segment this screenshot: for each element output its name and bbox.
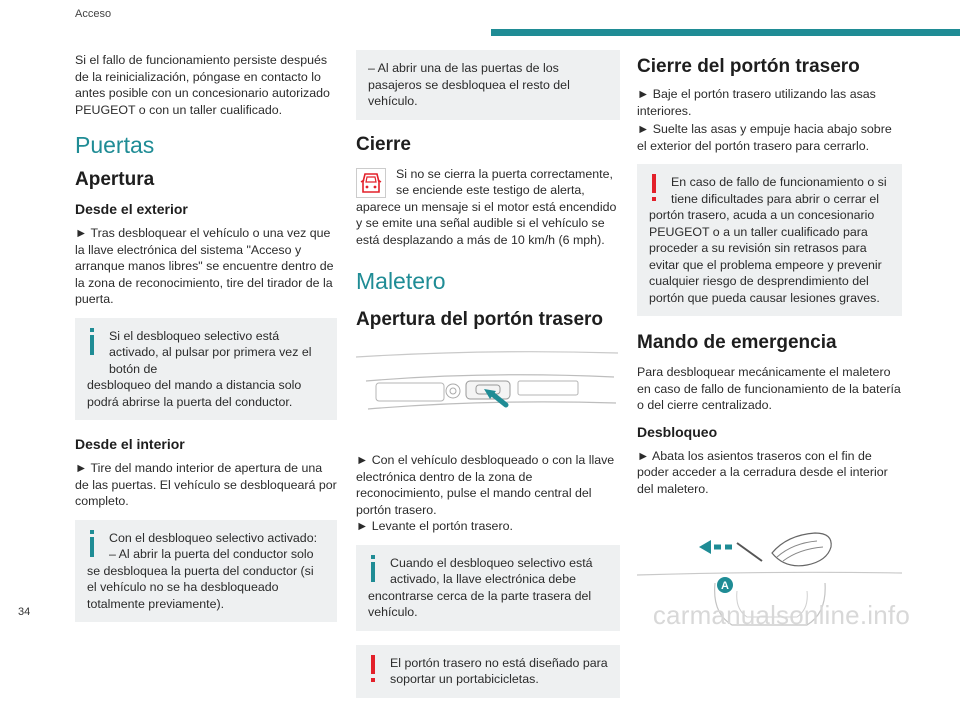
- warning-box-text: El portón trasero no está diseñado para soportar un portabicicletas.: [390, 655, 608, 686]
- header-accent-bar: [491, 29, 960, 36]
- info-icon: [368, 555, 382, 585]
- cierre-porton-paragraph-2: ► Suelte las asas y empuje hacia abajo sobre el exterior del portón trasero para cerrarlo.: [637, 122, 892, 153]
- heading-desde-exterior: Desde el exterior: [75, 201, 188, 217]
- heading-apertura-porton: Apertura del portón trasero: [356, 309, 604, 330]
- heading-mando-emergencia: Mando de emergencia: [637, 332, 837, 353]
- warning-box-tailgate-fault: [637, 164, 902, 316]
- heading-cierre-porton: Cierre del portón trasero: [637, 56, 860, 77]
- warning-icon: [649, 174, 663, 204]
- info-icon: [87, 328, 101, 358]
- porton-paragraph-1: ► Con el vehículo desbloqueado o con la llave electrónica dentro de la zona de reconocimiento, pulse el mando central del portón trasero.: [356, 453, 615, 517]
- heading-desbloqueo: Desbloqueo: [637, 423, 718, 440]
- warning-box-bike-rack: [356, 645, 620, 698]
- door-warning-row: [356, 166, 620, 199]
- info-box-text-first: Con el desbloqueo selectivo activado: – Al abrir la puerta del conductor solo: [109, 530, 318, 561]
- heading-desde-interior: Desde el interior: [75, 436, 185, 452]
- interior-paragraph: ► Tire del mando interior de apertura de una de las puertas. El vehículo se desbloqueará por completo.: [75, 461, 337, 508]
- info-box-text-first: Si el desbloqueo selectivo está activado, al pulsar por primera vez el botón de: [109, 328, 312, 376]
- cierre-text-first: Si no se cierra la puerta correctamente, se enciende este testigo de alerta,: [396, 166, 613, 197]
- door-open-warning-lamp-icon: [356, 168, 386, 198]
- porton-paragraph-2: ► Levante el portón trasero.: [356, 519, 513, 533]
- box-passenger-doors-text: – Al abrir una de las puertas de los pasajeros se desbloquea el resto del vehículo.: [368, 61, 570, 108]
- cierre-text-rest: aparece un mensaje si el motor está encendido y se emite una señal audible si el vehículo se está desplazando a más de 10 km/h (6 mph).: [356, 199, 617, 247]
- info-box-key-near-rear: [356, 545, 620, 631]
- callout-a-label: A: [721, 580, 729, 592]
- info-box-text-rest: encontrarse cerca de la parte trasera del vehículo.: [368, 588, 592, 619]
- info-box-text-rest: se desbloquea la puerta del conductor (si el vehículo no se ha desbloqueado totalmente previamente).: [87, 563, 314, 611]
- mando-paragraph: Para desbloquear mecánicamente el maletero en caso de fallo de funcionamiento de la batería o del cierre centralizado.: [637, 365, 901, 412]
- column-1: [75, 50, 337, 632]
- info-box-driver-door: [75, 520, 337, 623]
- info-box-selective-unlock: [75, 318, 337, 421]
- page-number: 34: [18, 606, 31, 618]
- watermark: carmanualsonline.info: [652, 600, 910, 630]
- heading-puertas: Puertas: [75, 132, 155, 158]
- info-box-text-rest: desbloqueo del mando a distancia solo podrá abrirse la puerta del conductor.: [87, 378, 302, 409]
- info-icon: [87, 530, 101, 560]
- warning-icon: [368, 655, 382, 685]
- tailgate-opening-illustration: [356, 347, 618, 437]
- heading-cierre: Cierre: [356, 133, 411, 155]
- intro-paragraph: Si el fallo de funcionamiento persiste después de la reinicialización, póngase en contacto lo antes posible con un concesionario autorizado PEUGEOT o con un taller cualificado.: [75, 53, 330, 117]
- header-section-title: Acceso: [75, 8, 112, 20]
- warning-box-text-rest: portón trasero, acuda a un concesionario PEUGEOT o a un taller cualificado para proceder a su revisión sin retrasos para evitar que el problema empeore y prevenir cualquier riesgo de desprendimiento del portón que pueda causar lesiones graves.: [649, 208, 882, 305]
- column-2: [356, 50, 620, 708]
- box-passenger-doors: [356, 50, 620, 120]
- column-3: [637, 50, 902, 638]
- heading-maletero: Maletero: [356, 268, 446, 294]
- info-box-text-first: Cuando el desbloqueo selectivo está activado, la llave electrónica debe: [390, 555, 593, 586]
- cierre-porton-paragraph-1: ► Baje el portón trasero utilizando las asas interiores.: [637, 87, 876, 118]
- desbloqueo-paragraph: ► Abata los asientos traseros con el fin de poder acceder a la cerradura desde el interior del maletero.: [637, 448, 888, 496]
- heading-apertura: Apertura: [75, 169, 155, 190]
- warning-box-text-first: En caso de fallo de funcionamiento o si tiene dificultades para abrir o cerrar el: [671, 175, 887, 206]
- exterior-paragraph: ► Tras desbloquear el vehículo o una vez que la llave electrónica del sistema "Acceso y arranque manos libres" se encuentre dentro de la zona de reconocimiento, tire del tirador de la puerta.: [75, 226, 334, 306]
